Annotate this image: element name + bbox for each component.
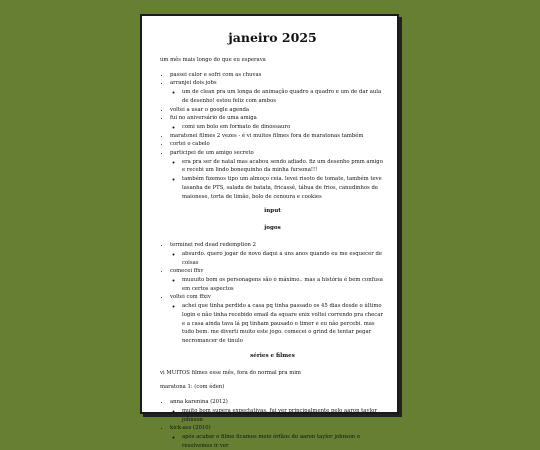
list-item-text: maratonei filmes 2 vezes - é vi muitos filmes fora de maratonas também [170,132,364,139]
list-item-text: voltei a usar o google agenda [170,106,250,113]
list-item [170,424,385,450]
intro-text: um mês mais longo do que eu esperava [160,57,266,63]
series-intro: vi MUITOS filmes esse mês, fora do normal pra mim [160,369,301,376]
marathon-label: maratona 1: (com éden) [160,384,225,391]
sub-list [170,302,385,346]
list-item [170,267,385,293]
list-item [170,293,385,345]
list-item-text: fui no aniversário de uma amiga [170,115,257,122]
sub-list-item: ◦ muuuito bom os personagens são o máximo.. mas a história é bem confusa em certos aspectos [182,276,385,293]
sub-list [170,123,385,132]
list-item [170,241,385,267]
list-item-text: arranjei dois jobs [170,80,217,87]
list-item-text: cortei o cabelo [170,141,210,148]
list-item [170,398,385,424]
input-heading: input [264,208,281,215]
list-item-text: participei de um amigo secreto [170,150,254,157]
sub-list-item: ◦ muito bom supera expectativas. fui ver principalmente pelo aaron taylor johnson [182,407,385,424]
list-item [170,79,385,105]
blog-content [142,16,397,450]
sub-list-item: ◦ após acabar o filme ficamos meio órfãos do aaron taylor johnson e resolvemos ir ver [182,433,385,450]
sub-list-item: ◦ absurdo. quero jogar de novo daqui a uns anos quando eu me esquecer de coisas [182,250,385,267]
page-title: janeiro 2025 [228,30,317,45]
sub-list [170,88,385,105]
list-item-text: comecei ffxv [170,268,204,275]
sub-list [170,407,385,424]
sub-list [170,433,385,450]
games-list [160,241,385,345]
blog-page [140,14,399,449]
sub-list-item: ◦ achei que tinha perdido a casa pq tinha passado os 45 dias desde o último login e não tinha recebido email da square enix voltei correndo pra checar e a casa ainda tava lá pq tinham pausado o timer e eu não percebi. mas tudo bem. me diverti muito este jogo. comecei o grind de tentar pegar necromancer de tinulo [182,302,385,346]
sub-list-item: ◦ comi um bolo em formato de dinossauro [182,123,385,132]
sub-list [170,158,385,202]
movies-list [160,398,385,450]
month-list [160,71,385,202]
sub-list-item: ◦ era pra ser de natal mas acabou sendo adiado. fiz um desenho pmm amigo e recebi um lindo bonequinho da minha fursona!!! [182,158,385,175]
list-item-text: terminei red dead redemption 2 [170,242,257,249]
list-item [170,114,385,131]
list-item [170,140,385,149]
list-item-text: anna karenina (2012) [170,399,228,406]
sub-list [170,276,385,293]
list-item-text: voltei com ffxiv [170,294,211,301]
games-heading: jogos [264,225,281,232]
list-item [170,132,385,141]
list-item-text: kick-ass (2010) [170,425,211,432]
sub-list-item: ◦ também fizemos tipo um almoço ceia. levei risoto de tomate, também teve lasanha de PTS, salada de batata, fricassê, tábua de frios, canudinhos de maionese, torta de limão, bolo de cenoura e cookies [182,175,385,201]
sub-list [170,250,385,267]
list-item [170,149,385,201]
list-item-text: passei calor e sofri com as chuvas [170,71,262,78]
series-heading: séries e filmes [250,352,295,359]
list-item [170,106,385,115]
sub-list-item: ◦ um de clean pra um longa de animação quadro a quadro e um de dar aula de desenho! estou feliz com ambos [182,88,385,105]
list-item [170,71,385,80]
